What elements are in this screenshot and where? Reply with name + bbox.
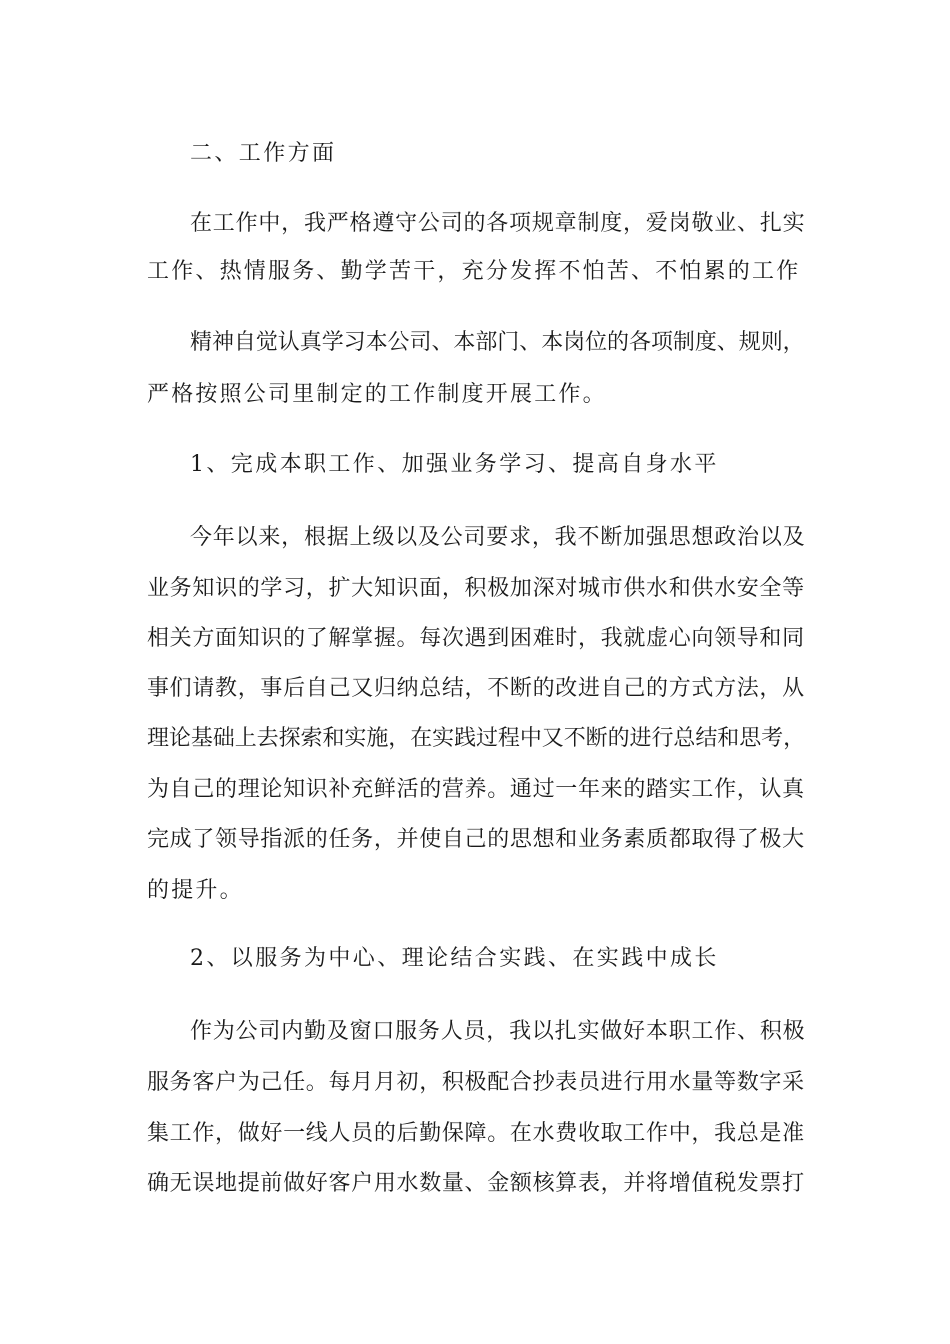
paragraph-line: 服务客户为己任。每月月初，积极配合抄表员进行用水量等数字采	[147, 1070, 805, 1095]
paragraph-line: 严格按照公司里制定的工作制度开展工作。	[147, 382, 607, 407]
paragraph-line: 在工作中，我严格遵守公司的各项规章制度，爱岗敬业、扎实	[190, 211, 806, 236]
paragraph-line: 今年以来，根据上级以及公司要求，我不断加强思想政治以及	[190, 525, 806, 550]
paragraph-line: 的提升。	[147, 878, 244, 903]
section-title: 二、工作方面	[190, 141, 337, 166]
paragraph-line: 理论基础上去探索和实施，在实践过程中又不断的进行总结和思考，	[147, 726, 806, 751]
paragraph-line: 集工作，做好一线人员的后勤保障。在水费收取工作中，我总是准	[147, 1121, 805, 1146]
paragraph-line: 相关方面知识的了解掌握。每次遇到困难时，我就虚心向领导和同	[147, 626, 805, 651]
paragraph-line: 完成了领导指派的任务，并使自己的思想和业务素质都取得了极大	[147, 827, 805, 852]
subheading: 1、完成本职工作、加强业务学习、提高自身水平	[190, 452, 719, 477]
subheading: 2、以服务为中心、理论结合实践、在实践中成长	[190, 946, 719, 971]
paragraph-line: 确无误地提前做好客户用水数量、金额核算表，并将增值税发票打	[147, 1171, 805, 1196]
paragraph-line: 业务知识的学习，扩大知识面，积极加深对城市供水和供水安全等	[147, 576, 805, 601]
paragraph-line: 作为公司内勤及窗口服务人员，我以扎实做好本职工作、积极	[190, 1019, 806, 1044]
paragraph-line: 为自己的理论知识补充鲜活的营养。通过一年来的踏实工作，认真	[147, 777, 805, 802]
paragraph-line: 工作、热情服务、勤学苦干，充分发挥不怕苦、不怕累的工作	[147, 259, 801, 284]
paragraph-line: 事们请教，事后自己又归纳总结，不断的改进自己的方式方法，从	[147, 676, 805, 701]
paragraph-line: 精神自觉认真学习本公司、本部门、本岗位的各项制度、规则，	[190, 330, 805, 355]
